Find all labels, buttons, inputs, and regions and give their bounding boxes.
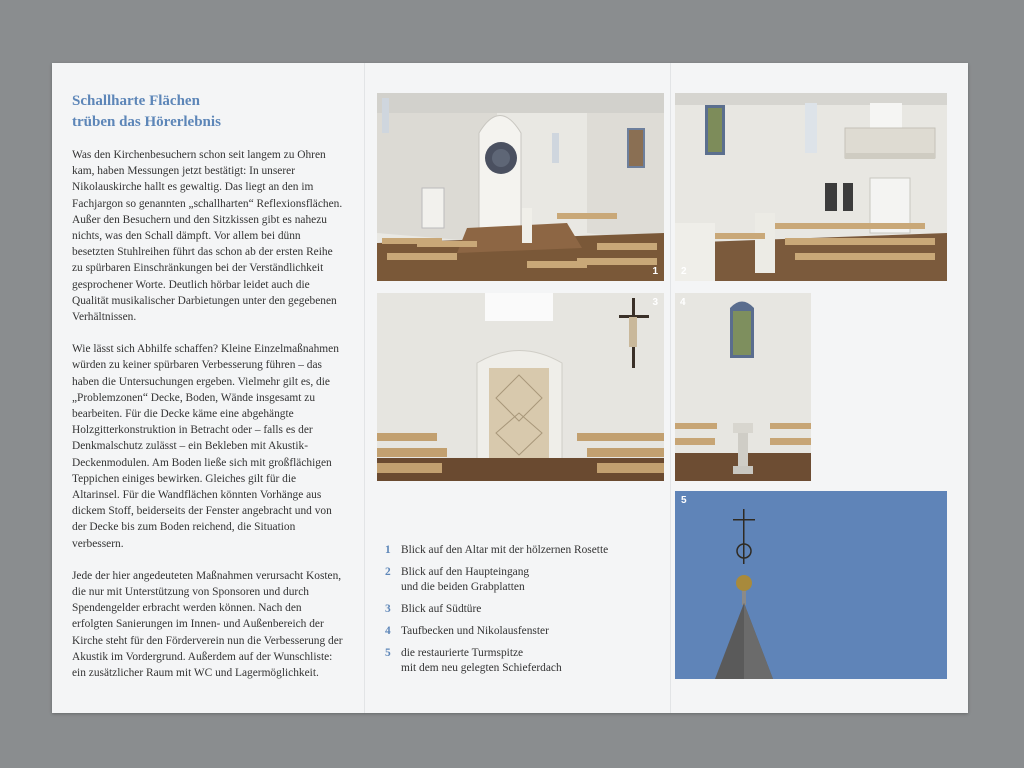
photo-main-entrance [675,93,947,281]
article-body [72,147,344,697]
photo-south-door [377,293,664,481]
title-line-1: Schallharte Flächen [72,93,200,109]
photo-tower-spire [675,491,947,679]
caption-item [385,543,671,558]
paragraph-1: Was den Kirchenbesuchern schon seit langem zu Ohren kam, haben Messungen jetzt bestätigt: In unserer Nikolauskirche hallt es gewaltig. Das liegt an den im Fachjargon so genannten „schallharten“ Reflexionsflächen. Außer den Besuchern und den Sitzkissen gibt es nahezu nichts, was den Schall dämpft. Vor allem bei dünn besetzten Stuhlreihen führt das schon ab der ersten Reihe zu spürbaren Einschränkungen bei der Verständlichkeit gesprochener Worte. Deutlich hörbar leidet auch die Qualität musikalischer Darbietungen unter den gegebenen Verhältnissen. [72,149,343,324]
photo-baptismal-font [675,293,811,481]
title-line-2: trüben das Hörerlebnis [72,114,221,130]
photo-number: 1 [652,266,658,277]
caption-number: 3 [385,603,391,615]
photo-altar [377,93,664,281]
brochure [52,63,968,713]
caption-text: die restaurierte Turmspitze [401,647,524,659]
paragraph-2: Wie lässt sich Abhilfe schaffen? Kleine Einzelmaßnahmen würden zu keiner spürbaren Verbesserung führen – das haben die Untersuchungen ergeben. Vielmehr gilt es, die „Problemzonen“ Decke, Boden, Wände insgesamt zu bearbeiten. Für die Decke käme eine abgehängte Holzgitterkonstruktion in Betracht oder – falls es der Denkmalschutz zulässt – ein Bekleben mit Akustik-Deckenmodulen. Am Boden ließe sich mit großflächigen Teppichen einiges bewirken. Gleiches gilt für die Altarinsel. Für die Wandflächen könnten Vorhänge aus dickem Stoff, beiderseits der Fenster angebracht und von der Decke bis zum Boden reichend, die Situation verbessern. [72,343,339,550]
photo-number: 5 [681,495,687,506]
caption-number: 1 [385,544,391,556]
caption-text: Blick auf den Haupteingang [401,566,530,578]
photo-number: 3 [652,297,658,308]
caption-list [385,543,671,683]
caption-item [385,646,671,676]
text-panel [52,63,364,713]
paragraph-3: Jede der hier angedeuteten Maßnahmen verursacht Kosten, die nur mit Unterstützung von Sponsoren und durch Spendengelder erbracht werden können. Nach den erfolgten Sanierungen im Innen- und Außenbereich der Kirche steht für den Förderverein nun die Verbesserung der Akustik im Vordergrund. Außerdem auf der Wunschliste: ein zusätzlicher Raum mit WC und Lagermöglichkeit. [72,569,343,680]
caption-number: 2 [385,566,391,578]
photo-number: 4 [680,297,686,308]
caption-text: Blick auf Südtüre [401,603,482,615]
photo-number: 2 [681,266,687,277]
caption-text: Taufbecken und Nikolausfenster [401,625,549,637]
caption-item [385,602,671,617]
caption-number: 5 [385,647,391,659]
caption-item [385,624,671,639]
photo-panel-middle [364,63,671,713]
caption-number: 4 [385,625,391,637]
caption-text: Blick auf den Altar mit der hölzernen Rosette [401,544,609,556]
caption-text-line-2: und die beiden Grabplatten [401,581,525,593]
article-title [72,91,352,133]
caption-item [385,565,671,595]
photo-panel-right [670,63,969,713]
caption-text-line-2: mit dem neu gelegten Schieferdach [401,662,562,674]
